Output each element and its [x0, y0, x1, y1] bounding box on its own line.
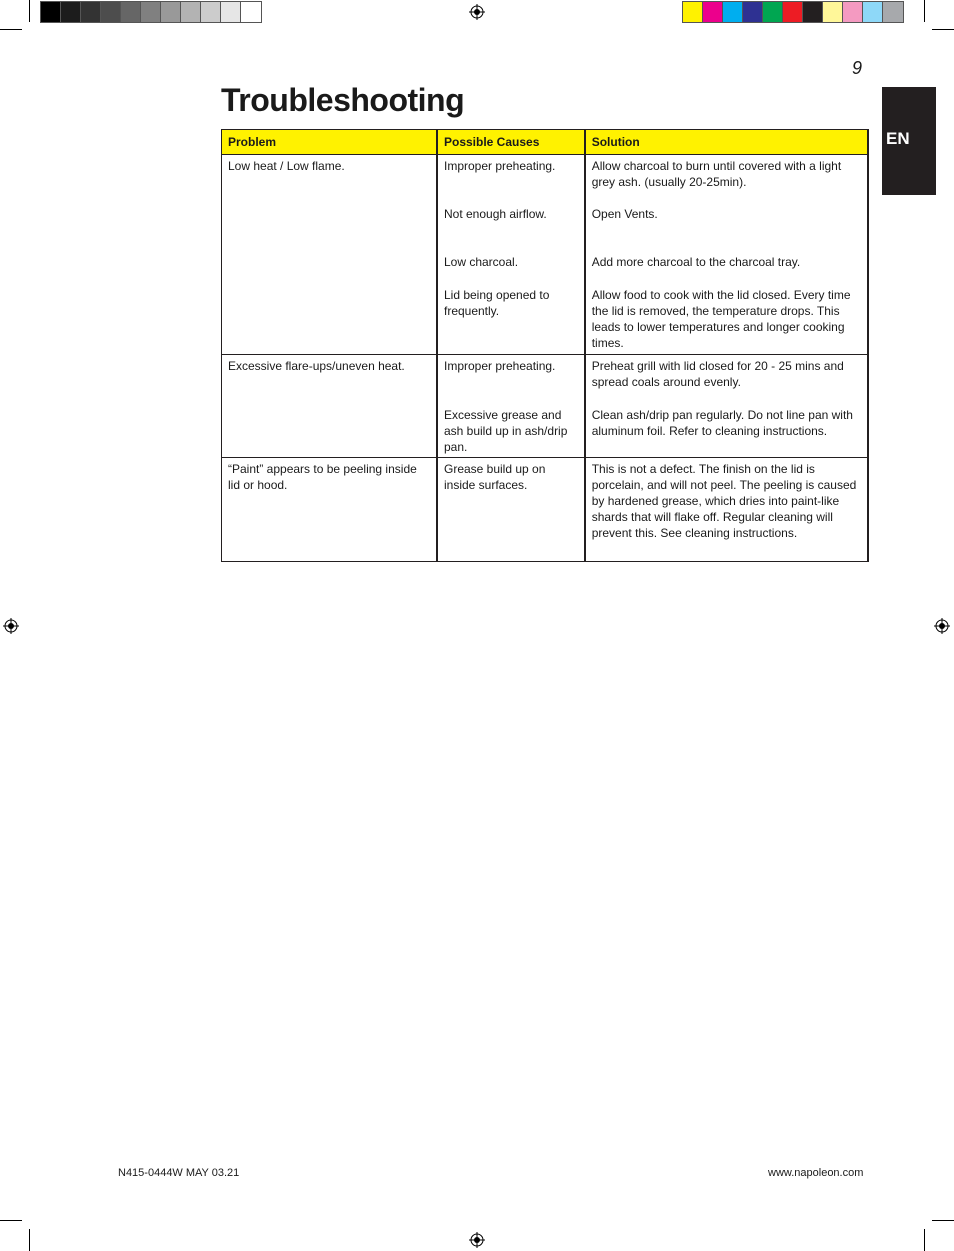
solution-text: Allow charcoal to burn until covered with a light grey ash. (usually 20-25min).: [591, 159, 842, 189]
solution-text: This is not a defect. The finish on the lid is porcelain, and will not peel. The peeling is caused by hardened grease, which dries into paint-like shards that will flake off. Regular cleaning will prevent this. See cleaning instructions.: [591, 462, 857, 540]
cause-text: Low charcoal.: [443, 255, 519, 269]
color-swatch: [703, 2, 723, 22]
color-swatch: [121, 2, 141, 22]
crop-mark: [932, 29, 954, 30]
cause-text: Excessive grease and ash build up in ash/drip pan.: [443, 408, 568, 454]
solution-text: Clean ash/drip pan regularly. Do not line pan with aluminum foil. Refer to cleaning instructions.: [591, 408, 853, 438]
table-row: [222, 355, 869, 458]
table-row: [222, 458, 869, 562]
color-swatch: [863, 2, 883, 22]
color-swatch: [783, 2, 803, 22]
registration-mark-icon: [469, 4, 485, 20]
table-header-row: [222, 130, 869, 155]
page-title: Troubleshooting: [221, 82, 465, 118]
solutions-cell: [585, 458, 868, 562]
registration-mark-icon: [3, 618, 19, 634]
solution-text: Preheat grill with lid closed for 20 - 25 mins and spread coals around evenly.: [591, 359, 844, 389]
website-link[interactable]: www.napoleon.com: [768, 1167, 864, 1179]
crop-mark: [0, 29, 22, 30]
header-solution: Solution: [585, 130, 868, 155]
header-problem: Problem: [222, 130, 437, 155]
solution-text: Add more charcoal to the charcoal tray.: [591, 255, 801, 269]
registration-mark-icon: [934, 618, 950, 634]
color-swatch: [843, 2, 863, 22]
color-swatch: [61, 2, 81, 22]
solution-text: Allow food to cook with the lid closed. Every time the lid is removed, the temperature drops. This leads to lower temperatures and longer cooking times.: [591, 288, 851, 350]
crop-mark: [924, 1229, 925, 1251]
language-tab: EN: [882, 87, 936, 195]
causes-cell: [437, 458, 585, 562]
solutions-cell: [585, 355, 868, 458]
color-swatch: [723, 2, 743, 22]
problem-text: Excessive flare-ups/uneven heat.: [228, 359, 405, 373]
crop-mark: [0, 1220, 22, 1221]
color-swatch: [803, 2, 823, 22]
color-swatch: [763, 2, 783, 22]
causes-cell: [437, 355, 585, 458]
crop-mark: [29, 0, 30, 22]
solution-text: Open Vents.: [591, 207, 658, 221]
cause-text: Grease build up on inside surfaces.: [443, 462, 546, 492]
problem-text: Low heat / Low flame.: [228, 159, 345, 173]
color-swatch: [743, 2, 763, 22]
cause-text: Lid being opened to frequently.: [443, 288, 550, 318]
header-possible-causes: Possible Causes: [437, 130, 585, 155]
process-color-bar: [682, 1, 904, 23]
troubleshooting-table: [221, 129, 869, 562]
page-number: 9: [852, 58, 863, 78]
color-swatch: [181, 2, 201, 22]
color-swatch: [141, 2, 161, 22]
crop-mark: [932, 1220, 954, 1221]
grayscale-color-bar: [40, 1, 262, 23]
problem-cell: [222, 458, 437, 562]
color-swatch: [683, 2, 703, 22]
color-swatch: [823, 2, 843, 22]
color-swatch: [81, 2, 101, 22]
color-swatch: [221, 2, 241, 22]
color-swatch: [101, 2, 121, 22]
causes-cell: [437, 155, 585, 355]
registration-mark-icon: [469, 1232, 485, 1248]
problem-text: “Paint” appears to be peeling inside lid or hood.: [228, 462, 417, 492]
color-swatch: [41, 2, 61, 22]
color-swatch: [201, 2, 221, 22]
solutions-cell: [585, 155, 868, 355]
document-code: N415-0444W MAY 03.21: [118, 1167, 240, 1179]
color-swatch: [161, 2, 181, 22]
color-swatch: [241, 2, 261, 22]
cause-text: Improper preheating.: [443, 159, 556, 173]
crop-mark: [924, 0, 925, 22]
table-row: [222, 155, 869, 355]
problem-cell: [222, 355, 437, 458]
cause-text: Not enough airflow.: [443, 207, 547, 221]
problem-cell: [222, 155, 437, 355]
cause-text: Improper preheating.: [443, 359, 556, 373]
color-swatch: [883, 2, 903, 22]
crop-mark: [29, 1229, 30, 1251]
